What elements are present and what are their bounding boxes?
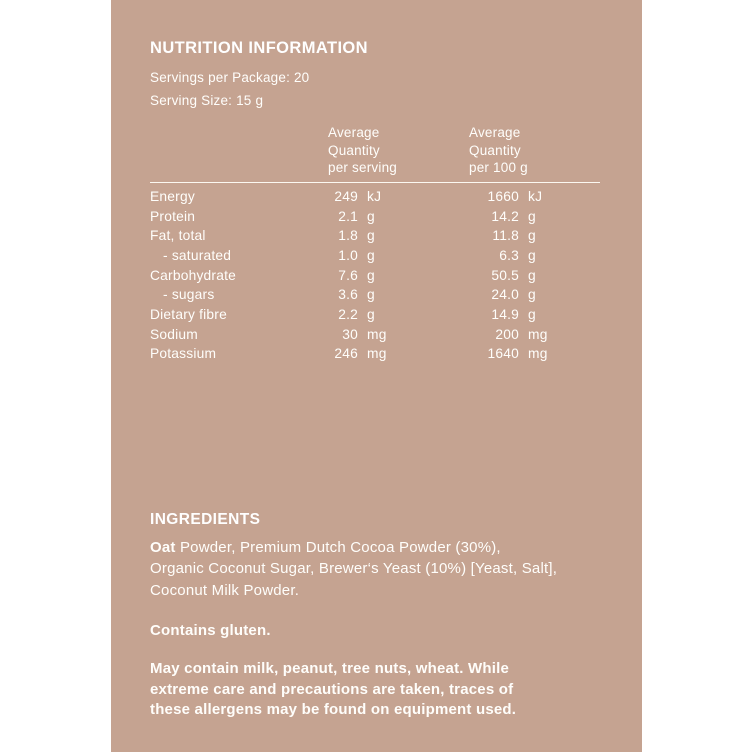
header-line: Average (328, 125, 380, 140)
serving-unit: mg (367, 326, 387, 342)
table-row (150, 305, 600, 325)
nutrient-label: Fat, total (150, 228, 206, 244)
table-row (150, 344, 600, 364)
per-100g-cell (469, 189, 600, 204)
per100g-unit: g (528, 247, 536, 263)
per-100g-cell (469, 307, 600, 322)
per-serving-cell (328, 209, 469, 224)
per100g-value: 200 (495, 326, 519, 342)
nutrient-label: Sodium (150, 326, 198, 342)
servings-per-package: Servings per Package: 20 (150, 70, 310, 85)
serving-size: Serving Size: 15 g (150, 93, 264, 108)
serving-value: 246 (334, 346, 358, 362)
table-body (150, 183, 600, 364)
nutrient-label: Dietary fibre (150, 306, 227, 322)
per-serving-cell (328, 307, 469, 322)
serving-value: 2.2 (338, 306, 358, 322)
nutrient-label: Protein (150, 208, 196, 224)
serving-unit: g (367, 228, 375, 244)
serving-unit: g (367, 208, 375, 224)
serving-unit: kJ (367, 188, 382, 204)
ingredients-line-3: Coconut Milk Powder. (150, 581, 300, 599)
serving-unit: g (367, 306, 375, 322)
nutrient-label: Potassium (150, 346, 217, 362)
serving-value: 7.6 (338, 267, 358, 283)
header-line: per serving (328, 160, 397, 175)
per100g-value: 11.8 (492, 228, 519, 244)
allergen-warning (150, 659, 600, 721)
per100g-unit: g (528, 228, 536, 244)
per100g-value: 6.3 (499, 247, 519, 263)
ingredients-title: INGREDIENTS (150, 510, 261, 528)
table-row (150, 265, 600, 285)
per100g-value: 1640 (487, 346, 519, 362)
serving-value: 1.8 (338, 228, 358, 244)
header-line: Quantity (328, 142, 380, 158)
nutrient-label: Carbohydrate (150, 267, 236, 283)
table-row (150, 226, 600, 246)
header-line: Quantity (469, 142, 521, 158)
per-100g-cell (469, 268, 600, 283)
per100g-value: 24.0 (491, 287, 519, 303)
header-line: Average (469, 125, 521, 140)
allergen-warning-line-2: extreme care and precautions are taken, traces of (150, 680, 514, 698)
serving-info (150, 66, 600, 112)
table-row (150, 246, 600, 266)
ingredients-line-1 (150, 537, 600, 559)
per100g-value: 14.9 (491, 306, 519, 322)
serving-value: 3.6 (338, 287, 358, 303)
per-100g-cell (469, 209, 600, 224)
ingredients-paragraph (150, 537, 600, 602)
table-row (150, 187, 600, 207)
serving-unit: g (367, 247, 375, 263)
per-100g-cell (469, 327, 600, 342)
per-serving-cell (328, 228, 469, 243)
nutrition-panel (111, 0, 642, 752)
serving-value: 249 (334, 188, 358, 204)
per-serving-cell (328, 327, 469, 342)
table-row (150, 285, 600, 305)
header-spacer (150, 124, 328, 177)
serving-value: 30 (342, 326, 358, 342)
per100g-value: 1660 (487, 188, 519, 204)
table-row (150, 206, 600, 226)
nutrition-table (150, 124, 600, 364)
per-serving-cell (328, 287, 469, 302)
per100g-unit: g (528, 267, 536, 283)
column-header-per-100g (469, 124, 600, 177)
ingredients-line-2: Organic Coconut Sugar, Brewer‘s Yeast (10%) [Yeast, Salt], (150, 560, 558, 578)
nutrient-label: Energy (150, 188, 195, 204)
nutrient-label: - sugars (163, 287, 215, 303)
serving-unit: g (367, 267, 375, 283)
header-line: per 100 g (469, 160, 528, 175)
contains-statement: Contains gluten. (150, 622, 271, 640)
column-header-per-serving (328, 124, 469, 177)
table-row (150, 324, 600, 344)
ingredient-lead-bold: Oat (150, 538, 176, 556)
serving-value: 1.0 (338, 247, 358, 263)
per100g-unit: kJ (528, 188, 543, 204)
per-100g-cell (469, 248, 600, 263)
per-serving-cell (328, 189, 469, 204)
serving-unit: g (367, 287, 375, 303)
serving-unit: mg (367, 346, 387, 362)
nutrient-label: - saturated (163, 247, 232, 263)
per-100g-cell (469, 228, 600, 243)
per100g-unit: g (528, 287, 536, 303)
per100g-unit: g (528, 208, 536, 224)
per-serving-cell (328, 248, 469, 263)
ingredients-line-1-rest: Powder, Premium Dutch Cocoa Powder (30%), (175, 538, 501, 556)
per100g-unit: mg (528, 346, 548, 362)
per100g-unit: g (528, 306, 536, 322)
per-100g-cell (469, 287, 600, 302)
per-serving-cell (328, 268, 469, 283)
allergen-warning-line-3: these allergens may be found on equipment used. (150, 701, 517, 719)
allergen-warning-line-1: May contain milk, peanut, tree nuts, wheat. While (150, 660, 510, 678)
per100g-unit: mg (528, 326, 548, 342)
serving-value: 2.1 (338, 208, 358, 224)
nutrition-title: NUTRITION INFORMATION (150, 39, 368, 57)
per-100g-cell (469, 346, 600, 361)
per100g-value: 14.2 (491, 208, 519, 224)
table-header-row (150, 124, 600, 177)
per100g-value: 50.5 (491, 267, 519, 283)
per-serving-cell (328, 346, 469, 361)
